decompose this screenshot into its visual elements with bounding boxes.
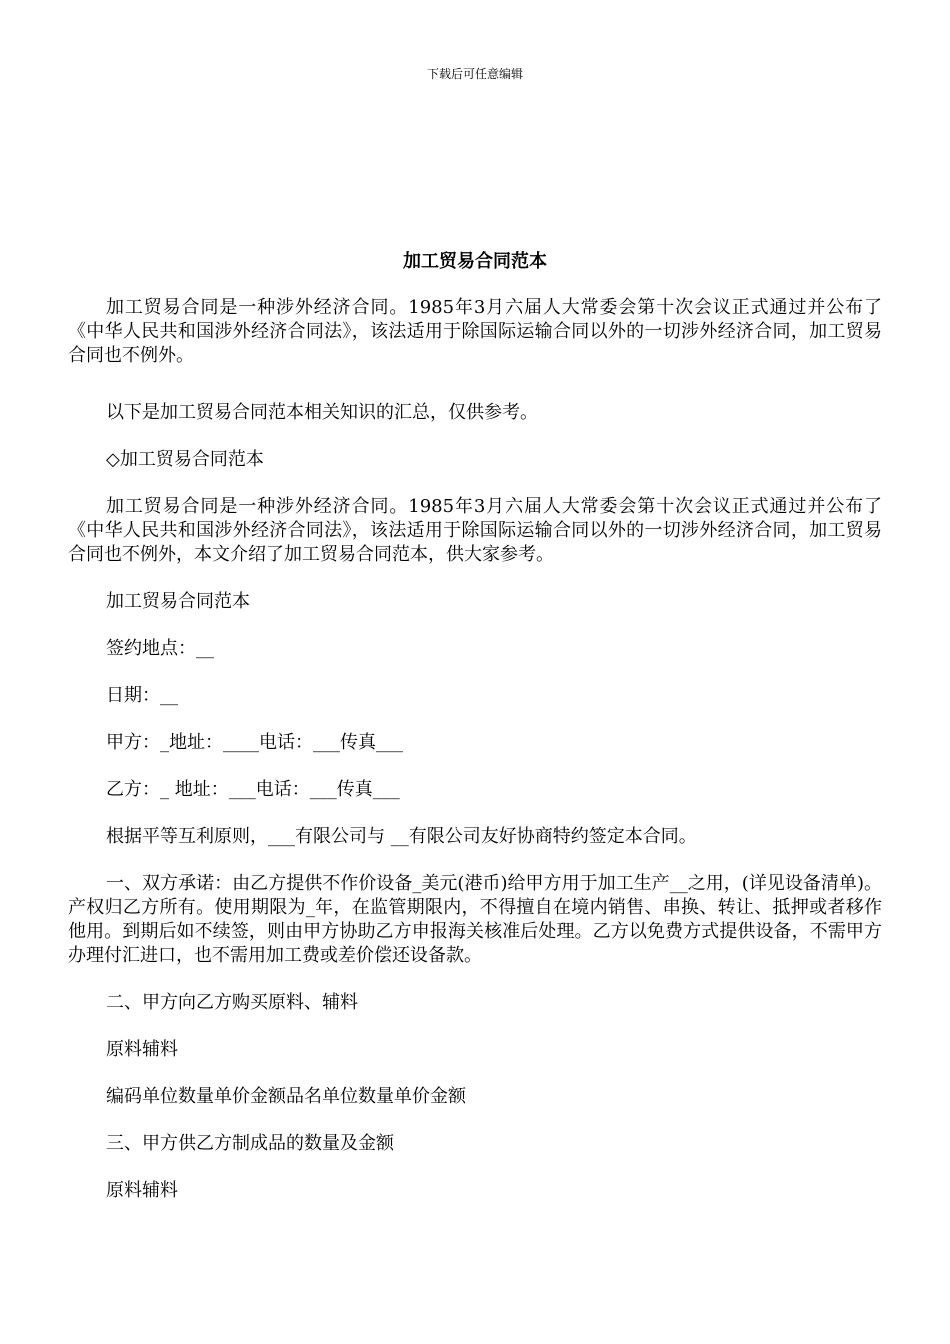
party-a-line: 甲方：_地址：____电话：___传真___ (106, 732, 403, 753)
summary-paragraph: 以下是加工贸易合同范本相关知识的汇总，仅供参考。 (106, 402, 538, 423)
clause-1: 一、双方承诺：由乙方提供不作价设备_美元(港币)给甲方用于加工生产__之用，(详见设备清单)。产权归乙方所有。使用期限为_年，在监管期限内，不得擅自在境内销售、串换、转让、抵押或者移作他用。到期后如不续签，则由甲方协助乙方申报海关核准后处理。乙方以免费方式提供设备，不需甲方办理付汇进口，也不需用加工费或差价偿还设备款。 (68, 873, 882, 966)
table-header-line: 编码单位数量单价金额品名单位数量单价金额 (106, 1086, 466, 1107)
party-b-line: 乙方：_ 地址：___电话：___传真___ (106, 779, 400, 800)
materials-label-2: 原料辅料 (106, 1180, 178, 1201)
clause-3: 三、甲方供乙方制成品的数量及金额 (106, 1133, 394, 1154)
materials-label-1: 原料辅料 (106, 1039, 178, 1060)
description-paragraph: 加工贸易合同是一种涉外经济合同。1985年3月六届人大常委会第十次会议正式通过并公布了《中华人民共和国涉外经济合同法》，该法适用于除国际运输合同以外的一切涉外经济合同，加工贸易合同也不例外，本文介绍了加工贸易合同范本，供大家参考。 (68, 496, 882, 565)
document-body (68, 296, 882, 1203)
principle-line: 根据平等互利原则，___有限公司与 __有限公司友好协商特约签定本合同。 (106, 826, 697, 847)
header-note: 下载后可任意编辑 (426, 67, 523, 81)
signing-place-line: 签约地点：__ (106, 638, 214, 659)
date-line: 日期：__ (106, 685, 178, 706)
clause-2: 二、甲方向乙方购买原料、辅料 (106, 992, 358, 1013)
intro-paragraph: 加工贸易合同是一种涉外经济合同。1985年3月六届人大常委会第十次会议正式通过并公布了《中华人民共和国涉外经济合同法》，该法适用于除国际运输合同以外的一切涉外经济合同，加工贸易合同也不例外。 (68, 297, 882, 366)
document-title: 加工贸易合同范本 (403, 251, 547, 272)
section-heading: ◇加工贸易合同范本 (106, 449, 264, 470)
contract-heading: 加工贸易合同范本 (106, 591, 250, 612)
